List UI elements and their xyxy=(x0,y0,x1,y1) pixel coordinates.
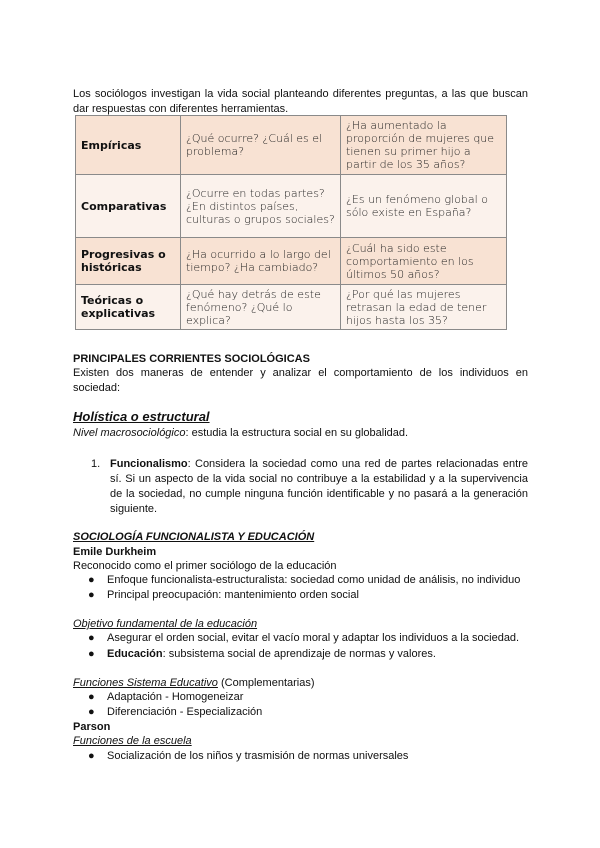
level-line xyxy=(73,426,408,441)
funcionalismo-item xyxy=(91,457,528,517)
list-item: ● Asegurar el orden social, evitar el vacío moral y adaptar los individuos a la sociedad. xyxy=(88,632,520,644)
list-item: ● Enfoque funcionalista-estructuralista: sociedad como unidad de análisis, no individuo xyxy=(88,574,521,586)
question-type: Empíricas xyxy=(76,116,181,175)
question-type: Comparativas xyxy=(76,175,181,238)
question-type: Progresivas o históricas xyxy=(76,238,181,285)
funcionalismo-term: Funcionalismo xyxy=(110,458,188,470)
bullet-icon: ● xyxy=(88,691,95,703)
question-example: ¿Cuál ha sido este comportamiento en los últimos 50 años? xyxy=(341,238,507,285)
bullet-icon: ● xyxy=(88,574,95,586)
question-example: ¿Es un fenómeno global o sólo existe en España? xyxy=(341,175,507,238)
author-parson: Parson xyxy=(73,721,111,733)
level-label: Nivel macrosociológico xyxy=(73,427,186,439)
bullet-icon: ● xyxy=(88,648,95,660)
section-title-sociologia: SOCIOLOGÍA FUNCIONALISTA Y EDUCACIÓN xyxy=(73,531,315,543)
question-example: ¿Por qué las mujeres retrasan la edad de tener hijos hasta los 35? xyxy=(341,285,507,330)
funciones-heading: Funciones Sistema Educativo (Complementarias) xyxy=(73,677,315,689)
bullet-icon: ● xyxy=(88,632,95,644)
intro-paragraph: Los sociólogos investigan la vida social planteando diferentes preguntas, a las que buscan dar respuestas con diferentes herramientas. xyxy=(73,88,528,115)
objetivo-heading: Objetivo fundamental de la educación xyxy=(73,618,258,630)
durkheim-recognition: Reconocido como el primer sociólogo de la educación xyxy=(73,560,337,572)
list-item: ● Adaptación - Homogeneizar xyxy=(88,691,244,703)
table-row xyxy=(76,285,507,330)
funcionalismo-text xyxy=(110,457,528,517)
question-types-table xyxy=(75,115,507,330)
section-title-corrientes: PRINCIPALES CORRIENTES SOCIOLÓGICAS xyxy=(73,353,310,365)
level-text: : estudia la estructura social en su globalidad. xyxy=(185,427,409,439)
list-item: ● Principal preocupación: mantenimiento orden social xyxy=(88,589,359,601)
list-item: ● Educación: subsistema social de aprendizaje de normas y valores. xyxy=(88,648,436,660)
question-text: ¿Ocurre en todas partes? ¿En distintos países, culturas o grupos sociales? xyxy=(181,175,341,238)
bullet-icon: ● xyxy=(88,589,95,601)
escuela-heading: Funciones de la escuela xyxy=(73,735,192,747)
question-text: ¿Qué ocurre? ¿Cuál es el problema? xyxy=(181,116,341,175)
table-row xyxy=(76,238,507,285)
question-type: Teóricas o explicativas xyxy=(76,285,181,330)
question-text: ¿Qué hay detrás de este fenómeno? ¿Qué lo explica? xyxy=(181,285,341,330)
holistica-heading: Holística o estructural xyxy=(73,409,210,424)
funcionalismo-definition: : Considera la sociedad como una red de partes relacionadas entre sí. Si un aspecto de la vida social no contribuye a la estabilidad y a la supervivencia de la sociedad, no cumple ninguna función identificable y no pasará a la generación siguiente. xyxy=(110,458,528,515)
table-row xyxy=(76,116,507,175)
question-text: ¿Ha ocurrido a lo largo del tiempo? ¿Ha cambiado? xyxy=(181,238,341,285)
author-durkheim: Emile Durkheim xyxy=(73,546,157,558)
bullet-icon: ● xyxy=(88,706,95,718)
bullet-icon: ● xyxy=(88,750,95,762)
question-example: ¿Ha aumentado la proporción de mujeres que tienen su primer hijo a partir de los 35 años? xyxy=(341,116,507,175)
corrientes-paragraph: Existen dos maneras de entender y analizar el comportamiento de los individuos en sociedad: xyxy=(73,367,528,394)
list-item: ● Socialización de los niños y trasmisión de normas universales xyxy=(88,750,409,762)
list-number: 1. xyxy=(91,458,101,470)
list-item: ● Diferenciación - Especialización xyxy=(88,706,263,718)
table-row xyxy=(76,175,507,238)
